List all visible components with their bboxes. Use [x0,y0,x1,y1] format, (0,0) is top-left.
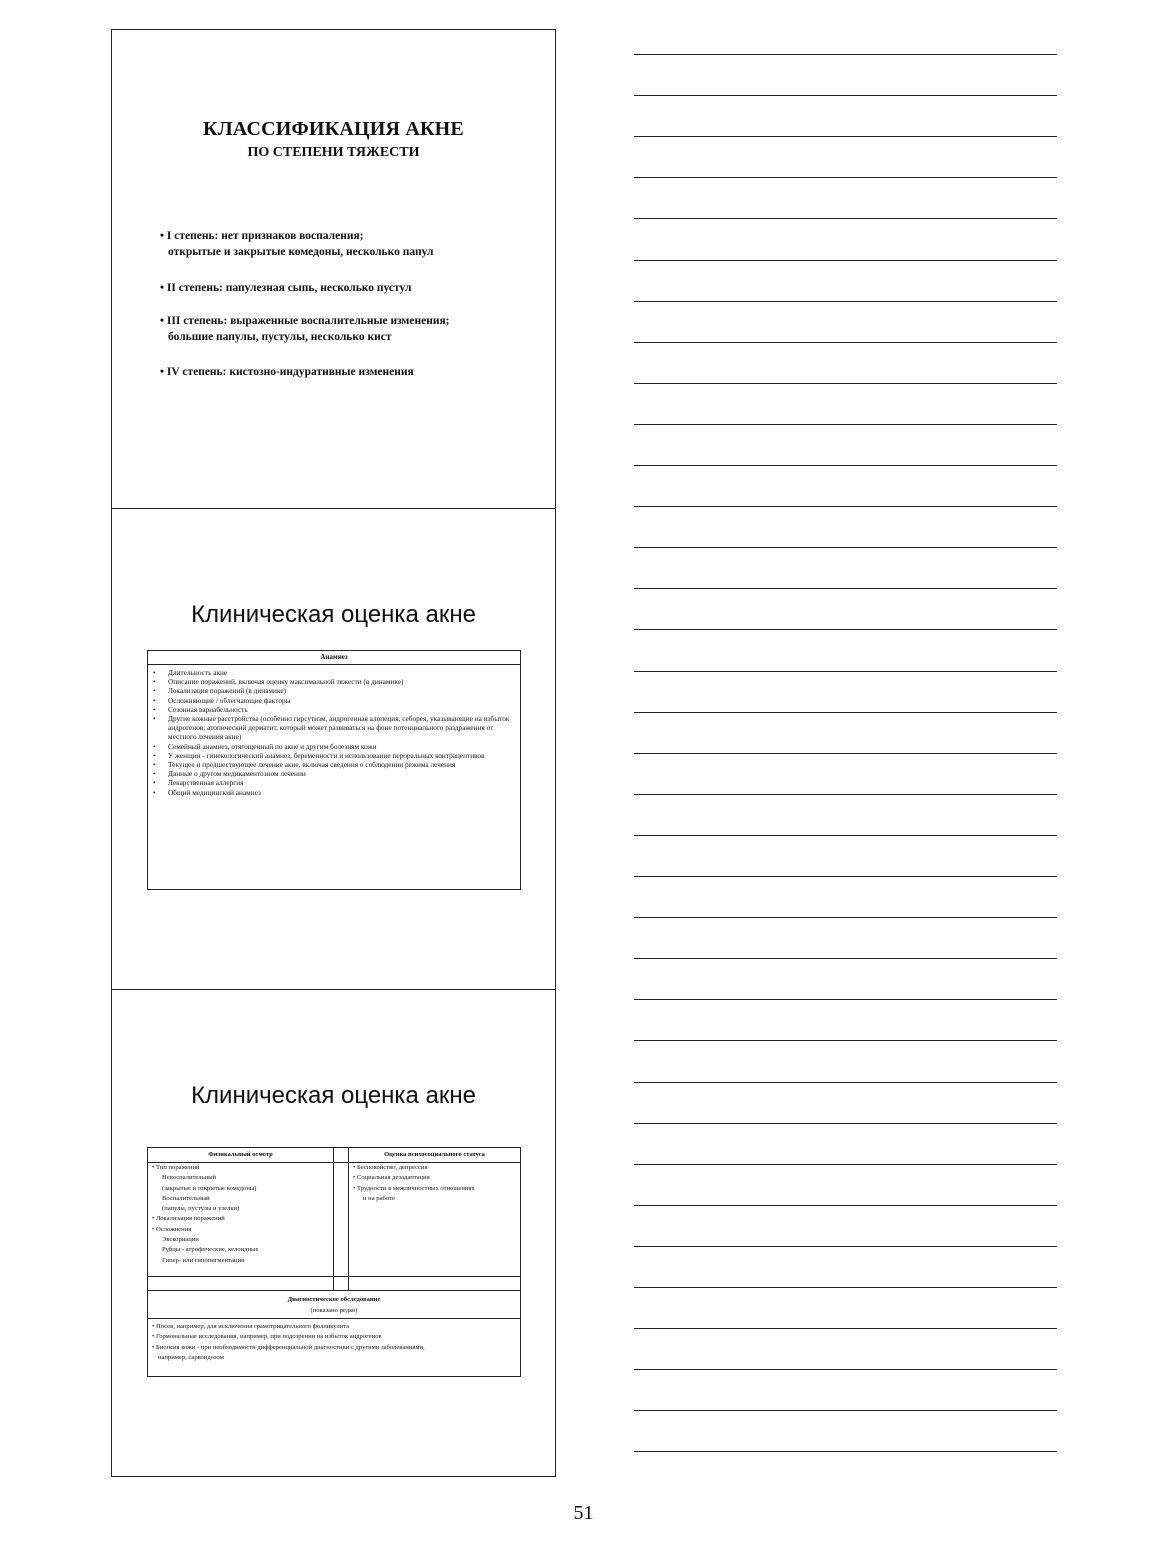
list-item: • Данные о другом медикаментозном лечении [148,769,520,778]
diagnostics-header-cell [148,1291,520,1319]
table-divider [148,1276,520,1277]
anamnesis-table [147,650,521,890]
severity-item-4-line1: • IV степень: кистозно-индуративные изменения [160,366,414,378]
note-line [634,1451,1057,1452]
table-cell-line: Рубцы - атрофические, келоидные [162,1246,259,1254]
note-line [634,1205,1057,1206]
table-cell-line: • Беспокойство, депрессия [353,1164,428,1171]
severity-item-2-line1: • II степень: папулезная сыпь, несколько пустул [160,282,412,294]
list-item: • Текущее и предшествующее лечение акне, включая сведения о соблюдении режима лечения [148,760,520,769]
note-line [634,917,1057,918]
table-cell-line: и на работе [363,1194,395,1202]
severity-item-3-line1: • III степень: выраженные воспалительные изменения; [160,315,450,327]
note-line [634,1328,1057,1329]
note-line [634,1123,1057,1124]
table-cell-line: • Тип поражений [152,1164,200,1171]
list-item: • Описание поражений, включая оценку максимальной тяжести (в динамике) [148,677,520,686]
note-line [634,1287,1057,1288]
note-line [634,136,1057,137]
diagnostics-subheader: (показано редко) [310,1307,358,1314]
physical-exam-column [148,1148,334,1290]
list-item: • Осложняющие / облегчающие факторы [148,696,520,705]
severity-item-2 [160,280,550,296]
note-line [634,876,1057,877]
anamnesis-table-header: Анамнез [148,651,520,665]
severity-item-1-line1: • I степень: нет признаков воспаления; [160,230,364,242]
slide-clinical-assessment-anamnesis [112,509,555,990]
page-number: 51 [573,1502,594,1524]
table-cell-line: • Посев, например, для исключения грамотрицательного фолликулита [152,1323,350,1330]
physical-exam-header: Физикальный осмотр [148,1148,333,1163]
table-cell-line: Воспалительный [162,1194,210,1202]
psychosocial-header: Оценка психосоциального статуса [349,1148,520,1163]
severity-item-4 [160,364,550,380]
list-item: • Локализация поражений (в динамике) [148,686,520,695]
note-line [634,1369,1057,1370]
list-item: • У женщин - гинекологический анамнез, беременности и использование пероральных контрацептивов [148,751,520,760]
list-item: • Лекарственная аллергия [148,778,520,787]
anamnesis-list [148,668,520,797]
table-cell-line: • Социальная дезадаптация [353,1174,430,1182]
note-line [634,794,1057,795]
slide-clinical-assessment-exam [112,990,555,1476]
severity-item-1 [160,228,550,260]
table-cell-line: • Гормональные исследования, например, при подозрении на избыток андрогенов [152,1333,382,1341]
exam-table [147,1147,521,1377]
note-line [634,1246,1057,1247]
note-line [634,260,1057,261]
note-line [634,999,1057,1000]
table-cell-line: • Осложнения [152,1225,192,1233]
note-line [634,54,1057,55]
severity-item-1-line2: открытые и закрытые комедоны, несколько папул [168,246,434,258]
slide-acne-classification [112,30,555,509]
list-item: • Общий медицинский анамнез [148,788,520,797]
note-line [634,383,1057,384]
table-cell-line: Экскориации [162,1236,199,1244]
table-cell-line: (папулы, пустулы и узелки) [162,1205,240,1213]
note-line [634,95,1057,96]
slide1-subtitle: ПО СТЕПЕНИ ТЯЖЕСТИ [247,145,420,160]
note-line [634,753,1057,754]
note-line [634,506,1057,507]
note-line [634,958,1057,959]
diagnostics-header: Диагностическое обследование [287,1296,381,1303]
note-line [634,547,1057,548]
table-cell-line: Гипер- или гипопигментация [162,1256,245,1264]
note-line [634,177,1057,178]
spacer-column [334,1148,349,1290]
table-cell-line: Невоспалительный [162,1174,217,1182]
note-line [634,1410,1057,1411]
table-cell-line: например, саркоидозом [158,1353,224,1361]
slides-column [111,29,556,1477]
slide1-title: КЛАССИФИКАЦИЯ АКНЕ [203,118,464,140]
list-item: • Длительность акне [148,668,520,677]
table-cell-line: • Трудности в межличностных отношениях [353,1184,475,1192]
list-item: • Другие кожные расстройства (особенно гирсутизм, андрогенная алопеция, себорея, указывающие на избыток андрогенов; атопический дерматит, который может развиваться на фоне потенциального раздражения от местного лечения акне) [148,714,520,742]
note-line [634,218,1057,219]
diagnostics-list [148,1322,520,1363]
note-line [634,1040,1057,1041]
note-line [634,671,1057,672]
note-line [634,629,1057,630]
table-cell-line: (закрытые и открытые комедоны) [162,1184,257,1192]
slide3-title: Клиническая оценка акне [191,1082,476,1109]
severity-item-3-line2: большие папулы, пустулы, несколько кист [168,331,392,343]
note-line [634,465,1057,466]
note-line [634,712,1057,713]
note-line [634,1082,1057,1083]
note-line [634,1164,1057,1165]
table-cell-line: • Биопсия кожи - при необходимости дифференциальной диагностики с другими заболеваниями, [152,1343,425,1351]
severity-item-3 [160,313,550,345]
note-line [634,342,1057,343]
slide2-title: Клиническая оценка акне [191,601,476,628]
list-item: • Сезонная вариабельность [148,705,520,714]
table-cell-line: • Локализация поражений [152,1215,225,1223]
note-line [634,588,1057,589]
note-line [634,424,1057,425]
psychosocial-column [349,1148,520,1290]
note-line [634,835,1057,836]
list-item: • Семейный анамнез, отягощенный по акне и другим болезням кожи [148,742,520,751]
note-line [634,301,1057,302]
